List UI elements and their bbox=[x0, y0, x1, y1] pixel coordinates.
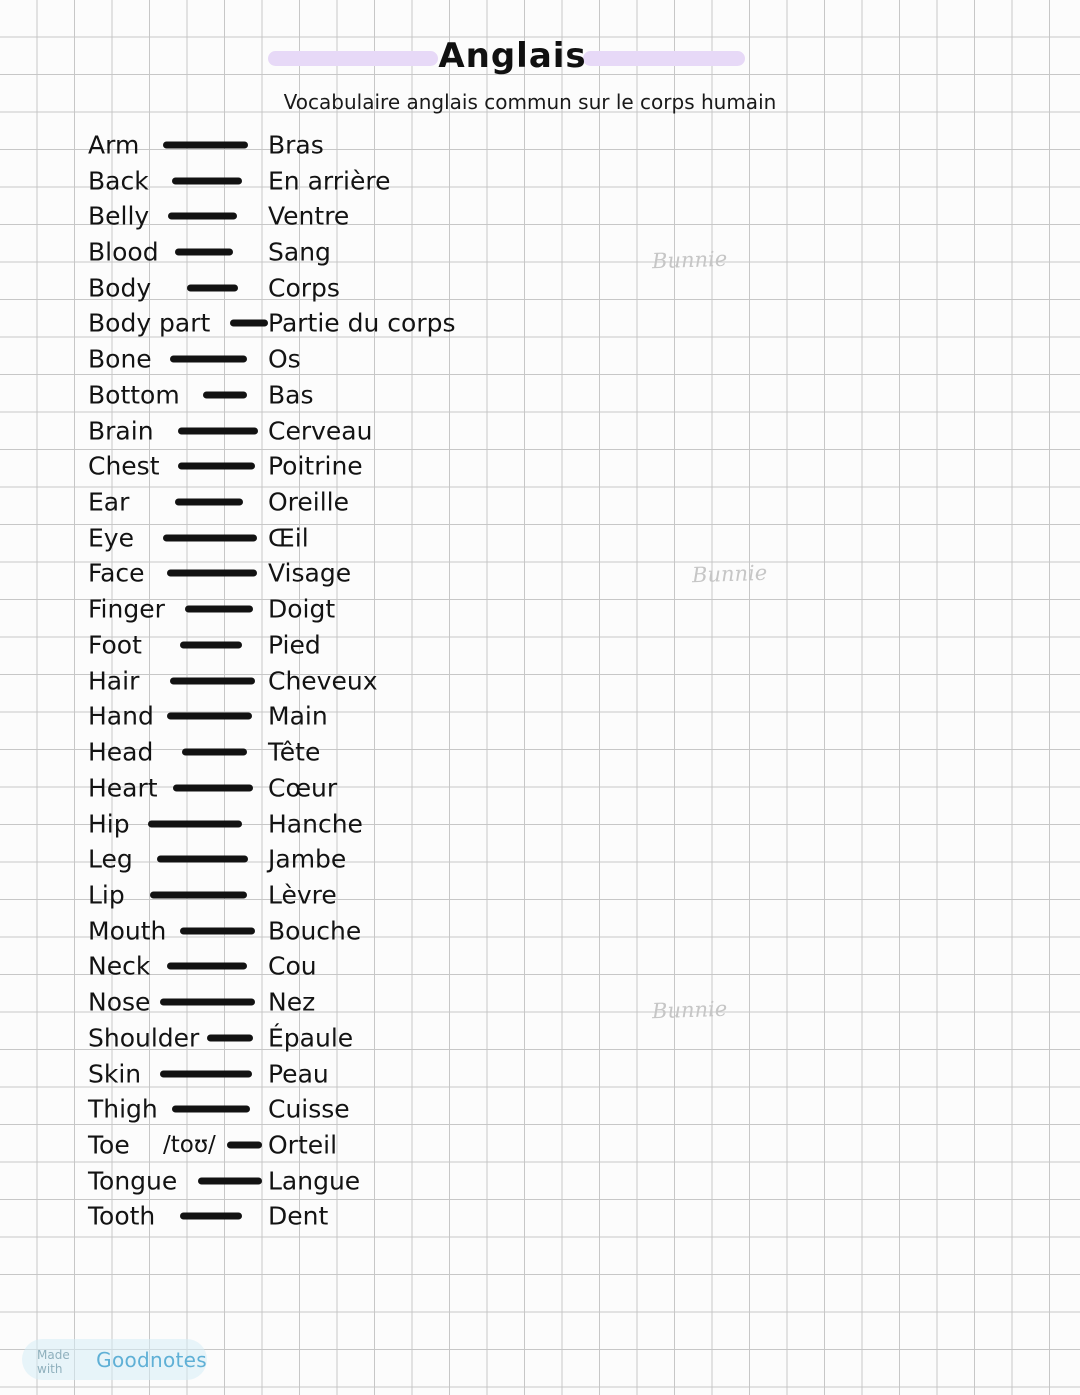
french-word: Cœur bbox=[268, 773, 338, 803]
english-word: Back bbox=[88, 166, 149, 196]
english-word: Toe bbox=[88, 1130, 130, 1160]
vocab-row bbox=[88, 484, 988, 520]
french-word: Visage bbox=[268, 558, 352, 588]
vocab-row bbox=[88, 591, 988, 627]
french-word: Bas bbox=[268, 380, 314, 410]
dash-stroke bbox=[170, 356, 247, 363]
french-word: Doigt bbox=[268, 594, 336, 624]
dash-stroke bbox=[172, 1106, 250, 1113]
french-word: Nez bbox=[268, 987, 316, 1017]
english-word: Eye bbox=[88, 523, 134, 553]
english-word: Hair bbox=[88, 666, 140, 696]
dash-stroke bbox=[185, 606, 253, 613]
vocab-row bbox=[88, 1020, 988, 1056]
french-word: Os bbox=[268, 344, 301, 374]
dash-stroke bbox=[157, 856, 248, 863]
english-word: Head bbox=[88, 737, 154, 767]
page-title: Anglais bbox=[438, 36, 587, 76]
dash-stroke bbox=[168, 213, 237, 220]
french-word: Pied bbox=[268, 630, 321, 660]
french-word: Peau bbox=[268, 1059, 329, 1089]
french-word: Lèvre bbox=[268, 880, 337, 910]
french-word: En arrière bbox=[268, 166, 391, 196]
dash-stroke bbox=[173, 784, 253, 791]
english-word: Belly bbox=[88, 201, 150, 231]
english-word: Lip bbox=[88, 880, 125, 910]
french-word: Orteil bbox=[268, 1130, 338, 1160]
french-word: Cou bbox=[268, 951, 317, 981]
french-word: Dent bbox=[268, 1201, 329, 1231]
dash-stroke bbox=[178, 427, 258, 434]
french-word: Ventre bbox=[268, 201, 350, 231]
french-word: Œil bbox=[268, 523, 309, 553]
vocab-row bbox=[88, 663, 988, 699]
french-word: Tête bbox=[268, 737, 321, 767]
english-word: Brain bbox=[88, 416, 154, 446]
goodnotes-label: Goodnotes bbox=[96, 1347, 207, 1372]
vocab-row bbox=[88, 770, 988, 806]
english-word: Mouth bbox=[88, 916, 167, 946]
dash-stroke bbox=[203, 391, 247, 398]
english-word: Skin bbox=[88, 1059, 142, 1089]
english-word: Body bbox=[88, 273, 152, 303]
vocab-row bbox=[88, 877, 988, 913]
vocab-row bbox=[88, 1127, 988, 1163]
english-word: Body part bbox=[88, 308, 211, 338]
vocab-row bbox=[88, 127, 988, 163]
vocab-row bbox=[88, 806, 988, 842]
vocab-row bbox=[88, 984, 988, 1020]
vocab-row bbox=[88, 1091, 988, 1127]
dash-stroke bbox=[187, 284, 238, 291]
french-word: Partie du corps bbox=[268, 308, 456, 338]
vocab-row bbox=[88, 913, 988, 949]
english-word: Chest bbox=[88, 451, 160, 481]
vocab-row bbox=[88, 377, 988, 413]
dash-stroke bbox=[160, 999, 255, 1006]
english-word: Tooth bbox=[88, 1201, 156, 1231]
made-with-label: Made with bbox=[37, 1347, 70, 1376]
dash-stroke bbox=[175, 499, 243, 506]
french-word: Langue bbox=[268, 1166, 361, 1196]
english-word: Face bbox=[88, 558, 145, 588]
dash-stroke bbox=[172, 177, 242, 184]
french-word: Bouche bbox=[268, 916, 362, 946]
vocab-row bbox=[88, 1163, 988, 1199]
vocab-row bbox=[88, 627, 988, 663]
vocab-list bbox=[88, 127, 988, 1234]
watermark: Bunnie bbox=[691, 560, 768, 588]
dash-stroke bbox=[198, 1177, 262, 1184]
vocab-row bbox=[88, 949, 988, 985]
vocab-row bbox=[88, 520, 988, 556]
english-word: Tongue bbox=[88, 1166, 178, 1196]
english-word: Heart bbox=[88, 773, 158, 803]
dash-stroke bbox=[180, 927, 255, 934]
english-word: Blood bbox=[88, 237, 159, 267]
french-word: Poitrine bbox=[268, 451, 363, 481]
vocab-row bbox=[88, 234, 988, 270]
dash-stroke bbox=[167, 713, 252, 720]
dash-stroke bbox=[148, 820, 242, 827]
dash-stroke bbox=[163, 141, 248, 148]
english-word: Bottom bbox=[88, 380, 180, 410]
english-word: Arm bbox=[88, 130, 140, 160]
dash-stroke bbox=[178, 463, 255, 470]
english-word: Neck bbox=[88, 951, 151, 981]
english-word: Shoulder bbox=[88, 1023, 200, 1053]
french-word: Sang bbox=[268, 237, 331, 267]
page-subtitle: Vocabulaire anglais commun sur le corps humain bbox=[283, 90, 777, 114]
english-word: Foot bbox=[88, 630, 142, 660]
dash-stroke bbox=[180, 1213, 242, 1220]
dash-stroke bbox=[150, 891, 247, 898]
dash-stroke bbox=[160, 1070, 252, 1077]
watermark: Bunnie bbox=[651, 246, 728, 274]
watermark: Bunnie bbox=[651, 996, 728, 1024]
phonetic: /toʊ/ bbox=[163, 1131, 216, 1158]
vocab-row bbox=[88, 841, 988, 877]
english-word: Finger bbox=[88, 594, 165, 624]
dash-stroke bbox=[182, 749, 247, 756]
dash-stroke bbox=[175, 249, 233, 256]
french-word: Corps bbox=[268, 273, 340, 303]
vocab-row bbox=[88, 1056, 988, 1092]
vocab-row bbox=[88, 556, 988, 592]
vocab-row bbox=[88, 448, 988, 484]
french-word: Bras bbox=[268, 130, 324, 160]
dash-stroke bbox=[170, 677, 255, 684]
goodnotes-badge bbox=[22, 1339, 207, 1380]
dash-stroke bbox=[167, 570, 257, 577]
french-word: Cheveux bbox=[268, 666, 378, 696]
english-word: Nose bbox=[88, 987, 151, 1017]
english-word: Hand bbox=[88, 701, 154, 731]
vocab-row bbox=[88, 734, 988, 770]
vocab-row bbox=[88, 341, 988, 377]
dash-stroke bbox=[230, 320, 268, 327]
french-word: Jambe bbox=[268, 844, 347, 874]
dash-stroke bbox=[207, 1034, 253, 1041]
vocab-row bbox=[88, 413, 988, 449]
english-word: Bone bbox=[88, 344, 152, 374]
french-word: Oreille bbox=[268, 487, 350, 517]
french-word: Cuisse bbox=[268, 1094, 350, 1124]
english-word: Ear bbox=[88, 487, 130, 517]
dash-stroke bbox=[227, 1141, 262, 1148]
french-word: Main bbox=[268, 701, 328, 731]
vocab-row bbox=[88, 163, 988, 199]
english-word: Thigh bbox=[88, 1094, 158, 1124]
english-word: Hip bbox=[88, 809, 130, 839]
french-word: Épaule bbox=[268, 1023, 354, 1053]
dash-stroke bbox=[180, 641, 242, 648]
french-word: Cerveau bbox=[268, 416, 373, 446]
vocab-row bbox=[88, 198, 988, 234]
vocab-row bbox=[88, 270, 988, 306]
french-word: Hanche bbox=[268, 809, 363, 839]
vocab-row bbox=[88, 306, 988, 342]
dash-stroke bbox=[167, 963, 247, 970]
vocab-row bbox=[88, 1199, 988, 1235]
vocab-row bbox=[88, 699, 988, 735]
dash-stroke bbox=[163, 534, 257, 541]
english-word: Leg bbox=[88, 844, 133, 874]
